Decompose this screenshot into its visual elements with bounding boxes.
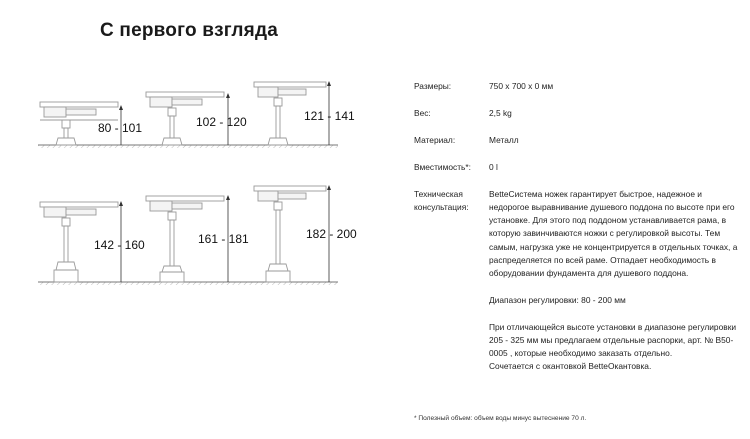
range-label-3: 121 - 141 — [304, 109, 355, 123]
spec-value: 2,5 kg — [489, 107, 512, 118]
range-label-2: 102 - 120 — [196, 115, 247, 129]
spec-label: Вместимость*: — [414, 161, 471, 172]
spec-value: 0 l — [489, 161, 498, 172]
diagram-row-1 — [38, 81, 338, 148]
spec-row-dimensions — [414, 80, 744, 93]
diagram-row-2 — [38, 185, 338, 285]
range-label-5: 161 - 181 — [198, 232, 249, 246]
range-label-6: 182 - 200 — [306, 227, 357, 241]
consultation-label — [414, 188, 489, 387]
spec-value: 750 x 700 x 0 мм — [489, 81, 554, 91]
consultation-paragraph-1: BetteСистема ножек гарантирует быстрое, надежное и недорогое выравнивание душевого поддона по высоте при его установке. Для этого под поддоном устанавливается рама, в которую завинчиваются ножки с регулировкой высоты. Тем самым, нагрузка уже не концентрируется в отдельных точках, а распределяется по всей раме. Отпадает необходимость в оборудовании фундамента для душевого поддона. — [489, 188, 738, 279]
spec-label: Материал: — [414, 134, 456, 145]
range-label-4: 142 - 160 — [94, 238, 145, 252]
consultation-paragraph-4: Сочетается с окантовкой BetteОкантовка. — [489, 361, 652, 372]
consultation-text — [489, 188, 744, 387]
spec-row-capacity — [414, 161, 744, 174]
range-label-1: 80 - 101 — [98, 121, 143, 135]
leg-height-diagram — [38, 72, 378, 297]
spec-label: Размеры: — [414, 81, 452, 91]
footnote: * Полезный объем: объем воды минус вытеснение 70 л. — [414, 415, 587, 422]
spec-row-consultation — [414, 188, 744, 387]
spec-row-material — [414, 134, 744, 147]
consultation-paragraph-2: Диапазон регулировки: 80 - 200 мм — [489, 294, 626, 305]
consultation-paragraph-3: При отличающейся высоте установки в диапазоне регулировки 205 - 325 мм мы предлагаем отдельные распорки, арт. № B50-0005 , которые необходимо заказать отдельно. — [489, 321, 737, 359]
specs-panel — [414, 80, 744, 401]
spec-label: Вес: — [414, 107, 431, 118]
consultation-label-line2: консультация: — [414, 201, 469, 212]
spec-value: Металл — [489, 134, 519, 145]
page-title: С первого взгляда — [100, 20, 278, 41]
spec-row-weight — [414, 107, 744, 120]
consultation-label-line1: Техническая — [414, 188, 463, 199]
